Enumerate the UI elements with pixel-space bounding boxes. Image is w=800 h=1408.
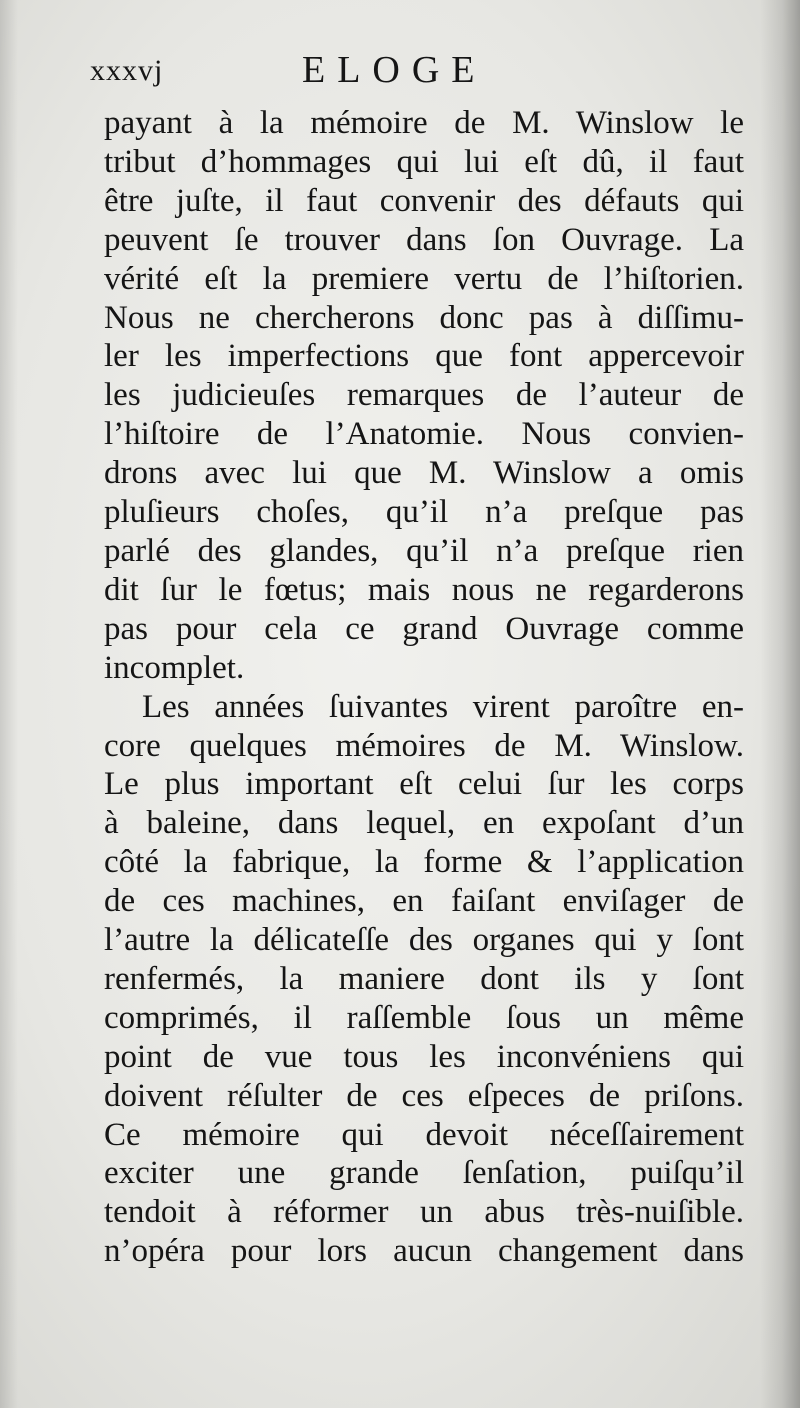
- text-line: être juſte, il faut convenir des défauts qui: [104, 182, 744, 219]
- text-line: renfermés, la maniere dont ils y ſont: [104, 960, 744, 997]
- text-line: de ces machines, en faiſant enviſager de: [104, 883, 744, 920]
- text-line: tribut d’hommages qui lui eſt dû, il faut: [104, 143, 744, 180]
- text-line: côté la fabrique, la forme & l’application: [104, 844, 744, 881]
- text-line: n’opéra pour lors aucun changement dans: [104, 1233, 744, 1270]
- text-line: à baleine, dans lequel, en expoſant d’un: [104, 805, 744, 842]
- text-line: drons avec lui que M. Winslow a omis: [104, 455, 744, 492]
- page-gutter-shadow: [0, 0, 18, 1408]
- text-line: parlé des glandes, qu’il n’a preſque rien: [104, 532, 744, 569]
- text-line: l’autre la délicateſſe des organes qui y ſont: [104, 922, 744, 959]
- text-line: vérité eſt la premiere vertu de l’hiſtorien.: [104, 260, 744, 297]
- text-line: exciter une grande ſenſation, puiſqu’il: [104, 1155, 744, 1192]
- running-title: ELOGE: [302, 49, 487, 91]
- text-line: Nous ne chercherons donc pas à diſſimu-: [104, 299, 744, 336]
- text-line: Le plus important eſt celui ſur les corps: [104, 766, 744, 803]
- text-line: peuvent ſe trouver dans ſon Ouvrage. La: [104, 221, 744, 258]
- text-line: tendoit à réformer un abus très-nuiſible.: [104, 1194, 744, 1231]
- text-line: point de vue tous les inconvéniens qui: [104, 1038, 744, 1075]
- text-line: payant à la mémoire de M. Winslow le: [104, 105, 744, 141]
- text-line: doivent réſulter de ces eſpeces de priſons.: [104, 1077, 744, 1114]
- text-line: core quelques mémoires de M. Winslow.: [104, 727, 744, 764]
- text-line: dit ſur le fœtus; mais nous ne regarderons: [104, 571, 744, 608]
- paragraph-1: [104, 104, 744, 688]
- paragraph-2: [104, 688, 744, 1272]
- page-header: [90, 48, 710, 98]
- body-text: [104, 104, 744, 1271]
- text-line: ler les imperfections que font appercevoir: [104, 338, 744, 375]
- page-edge-shadow: [760, 0, 800, 1408]
- text-line: pas pour cela ce grand Ouvrage comme: [104, 610, 744, 647]
- text-line: pluſieurs choſes, qu’il n’a preſque pas: [104, 494, 744, 531]
- text-line: les judicieuſes remarques de l’auteur de: [104, 377, 744, 414]
- text-line: l’hiſtoire de l’Anatomie. Nous convien-: [104, 416, 744, 453]
- text-line: incomplet.: [104, 649, 245, 686]
- text-line: Ce mémoire qui devoit néceſſairement: [104, 1116, 744, 1153]
- text-line: Les années ſuivantes virent paroître en-: [142, 688, 744, 725]
- page-number: xxxvj: [90, 54, 164, 87]
- text-line: comprimés, il raſſemble ſous un même: [104, 999, 744, 1036]
